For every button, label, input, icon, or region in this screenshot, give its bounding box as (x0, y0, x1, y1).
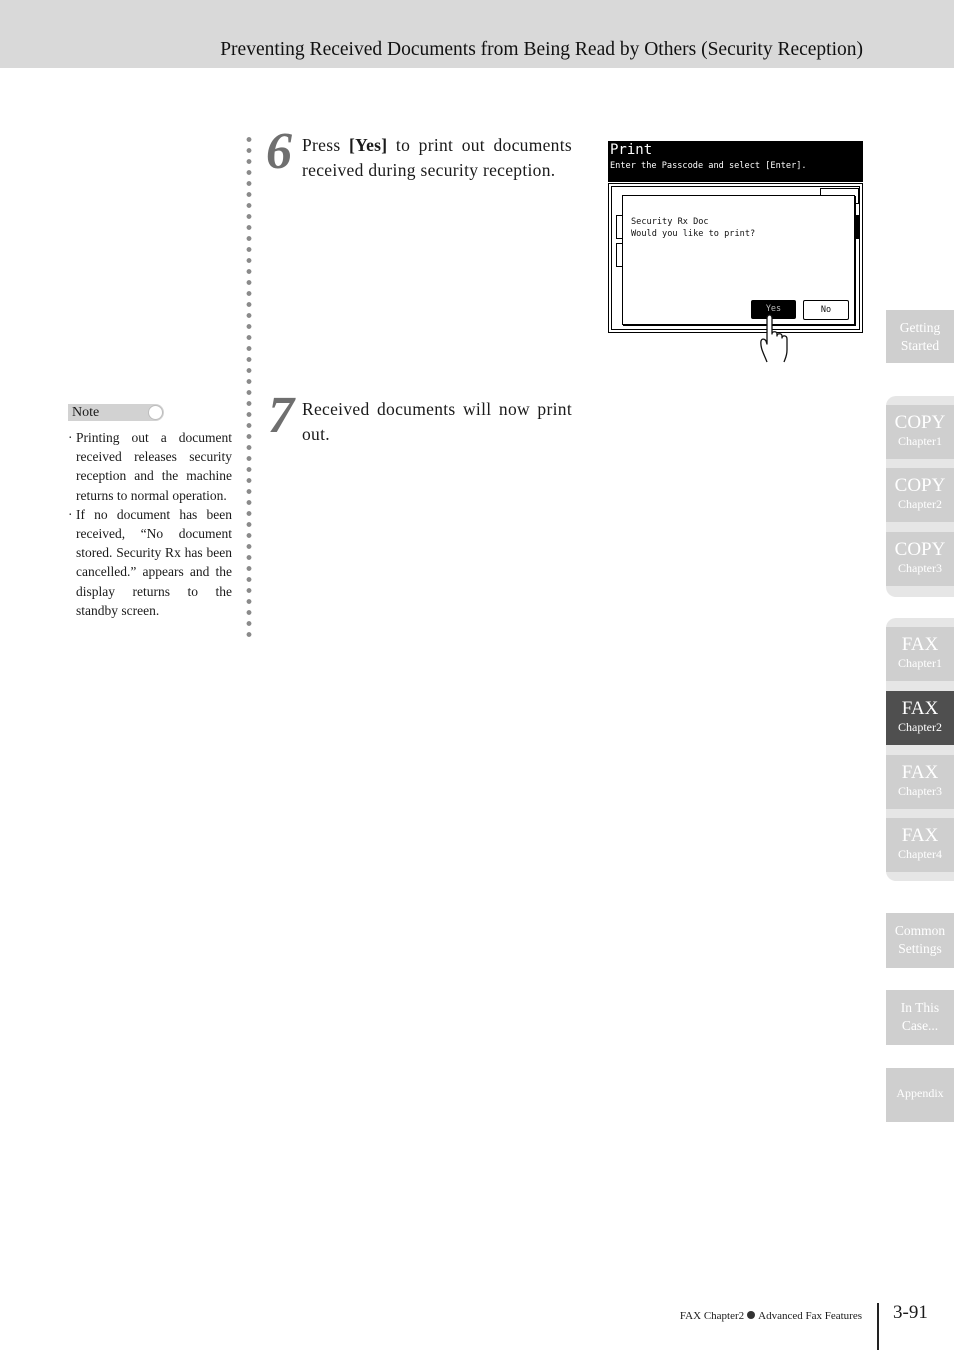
tab-appendix-label: Appendix (896, 1086, 944, 1100)
note-item: · If no document has been received, “No document stored. Security Rx has been cancelled.” appears and the display returns to the standby screen. (68, 505, 232, 620)
dialog-line-2: Would you like to print? (631, 229, 756, 239)
tab-common-settings[interactable] (886, 913, 954, 968)
page-number: 3-91 (893, 1302, 928, 1323)
footer-breadcrumb (680, 1310, 862, 1322)
lcd-inner-frame (611, 186, 860, 330)
note-label (68, 404, 164, 421)
tab-fax4-name: FAX (901, 825, 939, 846)
step-6-text-post: to print out documents received during security reception. (302, 135, 573, 180)
note-circle-icon (148, 405, 163, 420)
lcd-screen-illustration (608, 141, 863, 333)
tab-common-settings-label: Common Settings (894, 923, 946, 956)
print-confirm-dialog (622, 195, 855, 325)
note-item: · Printing out a document received releases security reception and the machine returns to normal operation. (68, 428, 232, 505)
tab-fax1-name: FAX (901, 634, 939, 655)
lcd-body (608, 183, 863, 333)
tab-copy-chapter3[interactable] (886, 532, 954, 586)
tab-copy-chapter2[interactable] (886, 468, 954, 522)
tab-fax4-chapter: Chapter4 (898, 847, 942, 861)
step-6-text-pre: Press (302, 135, 349, 155)
pointing-hand-icon (754, 310, 794, 364)
tab-fax2-chapter: Chapter2 (898, 720, 942, 734)
page-header (0, 0, 954, 68)
lcd-subtitle: Enter the Passcode and select [Enter]. (610, 161, 807, 171)
tab-copy3-chapter: Chapter3 (898, 561, 942, 575)
footer-divider (877, 1303, 879, 1350)
tab-fax1-chapter: Chapter1 (898, 656, 942, 670)
tab-getting-started[interactable] (886, 310, 954, 363)
lcd-title-bar (608, 141, 863, 182)
tab-in-this-case-label: In This Case... (900, 1000, 940, 1033)
tab-fax3-name: FAX (901, 762, 939, 783)
tab-fax2-name: FAX (901, 698, 939, 719)
tab-copy3-name: COPY (894, 539, 946, 560)
lcd-title: Print (610, 142, 653, 158)
tab-fax-chapter4[interactable] (886, 818, 954, 872)
tab-fax3-chapter: Chapter3 (898, 784, 942, 798)
tab-copy1-chapter: Chapter1 (898, 434, 942, 448)
tab-fax-chapter2[interactable] (886, 691, 954, 745)
footer-section: Advanced Fax Features (758, 1310, 862, 1322)
dotted-divider (246, 134, 252, 640)
footer-chapter: FAX Chapter2 (679, 1310, 745, 1322)
tab-getting-started-label: Getting Started (899, 320, 941, 353)
step-6-yes-key: [Yes] (348, 135, 388, 155)
step-number-6: 6 (266, 123, 292, 180)
tab-fax-chapter1[interactable] (886, 627, 954, 681)
tab-appendix[interactable] (886, 1068, 954, 1122)
tab-fax-chapter3[interactable] (886, 755, 954, 809)
step-6-text (302, 133, 572, 182)
bullet-icon (747, 1311, 755, 1319)
note-list (68, 428, 232, 620)
tab-copy-chapter1[interactable] (886, 405, 954, 459)
page-title: Preventing Received Documents from Being Read by Others (Security Reception) (220, 39, 863, 60)
step-number-7: 7 (268, 387, 294, 444)
note-label-text: Note (72, 405, 100, 420)
yes-button[interactable]: Yes (751, 300, 796, 319)
dialog-line-1: Security Rx Doc (631, 217, 709, 227)
no-button[interactable]: No (803, 300, 849, 320)
step-7-text: Received documents will now print out. (302, 399, 572, 444)
tab-copy1-name: COPY (894, 412, 946, 433)
tab-in-this-case[interactable] (886, 990, 954, 1045)
tab-copy2-chapter: Chapter2 (898, 497, 942, 511)
tab-copy2-name: COPY (894, 475, 946, 496)
